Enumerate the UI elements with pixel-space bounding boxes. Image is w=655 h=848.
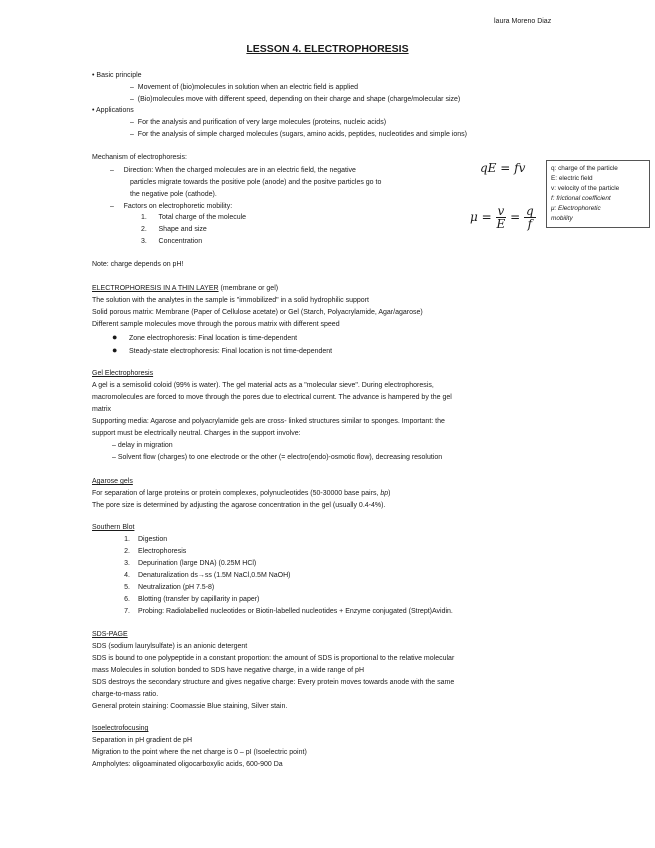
legend-item: mobility <box>551 215 573 222</box>
author-name: laura Moreno Diaz <box>494 18 552 25</box>
paragraph-line: Supporting media: Agarose and polyacrylamide gels are cross- linked structures similar to sponges. Important: the <box>92 418 445 425</box>
paragraph-line: SDS (sodium laurylsulfate) is an anionic detergent <box>92 643 248 650</box>
legend-item: E: electric field <box>551 175 593 182</box>
thin-layer-heading: ELECTROPHORESIS IN A THIN LAYER (membrane or gel) <box>92 285 279 292</box>
list-item-continued: particles migrate towards the positive pole (anode) and the positve particles go to <box>130 179 382 186</box>
legend-item: v: velocity of the particle <box>551 185 620 192</box>
paragraph-line: charge-to-mass ratio. <box>92 691 159 698</box>
list-item: 7. Probing: Radiolabelled nucleotides or Biotin-labelled nucleotides + Enzyme conjugated (Strept)Avidin. <box>124 608 453 615</box>
list-item: 3. Concentration <box>141 238 203 245</box>
paragraph-line: Ampholytes: oligoaminated oligocarboxylic acids, 600-900 Da <box>92 761 283 768</box>
mechanism-heading: Mechanism of electrophoresis: <box>92 154 187 161</box>
paragraph-line: support must be electrically neutral. Charges in the support involve: <box>92 430 301 437</box>
paragraph-line: Migration to the point where the net charge is 0 – pI (Isoelectric point) <box>92 749 307 756</box>
list-item: – Solvent flow (charges) to one electrode or the other (= electro(endo)-osmotic flow), decreasing resolution <box>112 454 443 461</box>
legend-item: f: frictional coefficient <box>551 195 611 202</box>
list-item: – Direction: When the charged molecules are in an electric field, the negative <box>110 167 356 174</box>
list-item: 2. Electrophoresis <box>124 548 187 555</box>
applications-label: • Applications <box>92 107 134 114</box>
paragraph-line: The pore size is determined by adjusting the agarose concentration in the gel (usually 0.4-4%). <box>92 502 386 509</box>
formula-force: qE = fv <box>480 161 526 175</box>
paragraph-line: Separation in pH gradient de pH <box>92 737 193 744</box>
paragraph-line: SDS destroys the secondary structure and gives negative charge: Every protein moves towards anode with the same <box>92 679 455 686</box>
legend-item: μ: Electrophoretic <box>551 205 601 212</box>
list-item: – For the analysis and purification of very large molecules (proteins, nucleic acids) <box>130 119 387 126</box>
agarose-heading: Agarose gels <box>92 478 133 485</box>
paragraph-line: Different sample molecules move through the porous matrix with different speed <box>92 321 340 328</box>
list-item: – delay in migration <box>112 442 173 449</box>
list-item: 4. Denaturalization ds→ss (1.5M NaCl,0.5M NaOH) <box>124 572 291 579</box>
page-title: LESSON 4. ELECTROPHORESIS <box>246 43 409 55</box>
isoelectrofocusing-heading: Isoelectrofocusing <box>92 725 149 732</box>
list-item: 3. Depurination (large DNA) (0.25M HCl) <box>124 560 257 567</box>
paragraph-line: The solution with the analytes in the sample is "immobilized" in a solid hydrophilic support <box>92 297 369 304</box>
list-item: 1. Digestion <box>124 536 168 543</box>
formula-mobility: μ = $\frac{v}{E}$ = $\frac{q}{f}$ <box>470 204 534 231</box>
sds-heading: SDS-PAGE <box>92 631 128 638</box>
list-item: – Factors on electrophoretic mobility: <box>110 203 233 210</box>
legend-item: q: charge of the particle <box>551 165 618 172</box>
list-item-continued: the negative pole (cathode). <box>130 191 217 198</box>
list-item: 1. Total charge of the molecule <box>141 214 247 221</box>
paragraph-line: macromolecules are forced to move through the pores due to electrical current. The advance is hampered by the gel <box>92 394 452 401</box>
list-item: ● Zone electrophoresis: Final location is time-dependent <box>112 332 298 342</box>
list-item: – Movement of (bio)molecules in solution when an electric field is applied <box>130 84 359 91</box>
paragraph-line: Solid porous matrix: Membrane (Paper of Cellulose acetate) or Gel (Starch, Polyacrylamide, Agar/agarose) <box>92 309 423 316</box>
list-item: – For the analysis of simple charged molecules (sugars, amino acids, peptides, nucleotides and simple ions) <box>130 131 467 138</box>
list-item: 2. Shape and size <box>141 226 207 233</box>
paragraph-line: General protein staining: Coomassie Blue staining, Silver stain. <box>92 703 288 710</box>
basic-principle-label: • Basic principle <box>92 72 142 79</box>
paragraph-line: mass Molecules in solution bonded to SDS have negative charge, in a wide range of pH <box>92 667 364 674</box>
note: Note: charge depends on pH! <box>92 261 184 268</box>
list-item: – (Bio)molecules move with different speed, depending on their charge and shape (charge/molecular size) <box>130 96 461 103</box>
gel-heading: Gel Electrophoresis <box>92 370 154 377</box>
paragraph-line: matrix <box>92 406 112 413</box>
southern-heading: Southern Blot <box>92 524 135 531</box>
paragraph-line: For separation of large proteins or protein complexes, polynucleotides (50-30000 base pairs, bp) <box>92 490 391 497</box>
list-item: ● Steady-state electrophoresis: Final location is not time-dependent <box>112 345 333 355</box>
paragraph-line: A gel is a semisolid coloid (99% is water). The gel material acts as a "molecular sieve". During electrophoresis, <box>92 382 434 389</box>
list-item: 5. Neutralization (pH 7.5-8) <box>124 584 215 591</box>
paragraph-line: SDS is bound to one polypeptide in a constant proportion: the amount of SDS is proportional to the relative molecular <box>92 655 455 662</box>
list-item: 6. Blotting (transfer by capillarity in paper) <box>124 596 260 603</box>
variable-legend <box>546 160 650 228</box>
